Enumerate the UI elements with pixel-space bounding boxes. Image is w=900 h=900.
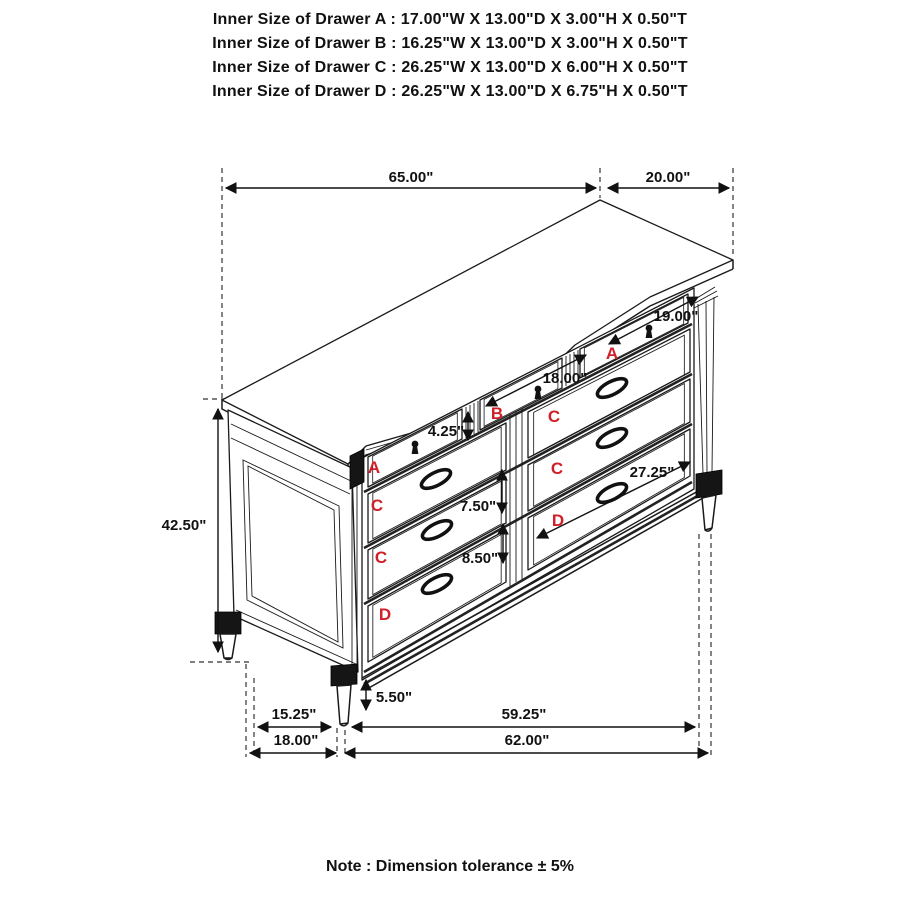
drawer-label-top-middle-b: B [490,404,504,423]
dim-base-width-inner [352,706,695,727]
dim-base-depth-inner [258,706,331,727]
drawer-b-size-line: Inner Size of Drawer B : 16.25"W X 13.00"D X 3.00"H X 0.50"T [212,35,688,52]
drawer-d-size-line: Inner Size of Drawer D : 26.25"W X 13.00"D X 6.75"H X 0.50"T [212,83,688,100]
dim-base-width-outer [345,732,708,753]
drawer-label-left-d: D [378,605,392,624]
dim-top-length [226,169,596,188]
drawer-label-left-c2: C [374,548,388,567]
dim-drawer-c-front-height-label: 7.50" [459,498,497,515]
drawer-a-size-line: Inner Size of Drawer A : 17.00"W X 13.00"D X 3.00"H X 0.50"T [212,11,688,28]
dim-base-width-outer-label: 62.00" [504,732,550,749]
dim-leg-height [366,680,412,710]
dim-drawer-d-front-height-label: 8.50" [461,550,499,567]
dim-base-depth-outer [250,732,336,753]
back-left-leg [215,612,241,660]
dim-bank-width-label: 27.25" [629,464,675,481]
drawer-label-top-left-a: A [367,458,381,477]
dim-base-depth-outer-label: 18.00" [273,732,319,749]
dim-leg-height-label: 5.50" [375,689,413,706]
dim-overall-height-label: 42.50" [161,517,207,534]
dim-drawer-b-width-label: 18.00" [542,370,588,387]
drawer-label-right-d: D [551,511,565,530]
dim-base-width-inner-label: 59.25" [501,706,547,723]
drawer-c-size-line: Inner Size of Drawer C : 26.25"W X 13.00"D X 6.00"H X 0.50"T [212,59,688,76]
dim-top-right-drawer-width-label: 19.00" [653,308,699,325]
dim-base-depth-inner-label: 15.25" [271,706,317,723]
drawer-label-right-c1: C [547,407,561,426]
dim-top-length-label: 65.00" [388,169,434,186]
drawer-label-left-c1: C [370,496,384,515]
tolerance-note: Note : Dimension tolerance ± 5% [326,858,574,875]
drawer-label-right-c2: C [550,459,564,478]
dim-top-drawer-height-label: 4.25" [427,423,465,440]
dim-top-depth-label: 20.00" [645,169,691,186]
drawer-label-top-right-a: A [605,344,619,363]
dim-top-depth [608,169,729,188]
